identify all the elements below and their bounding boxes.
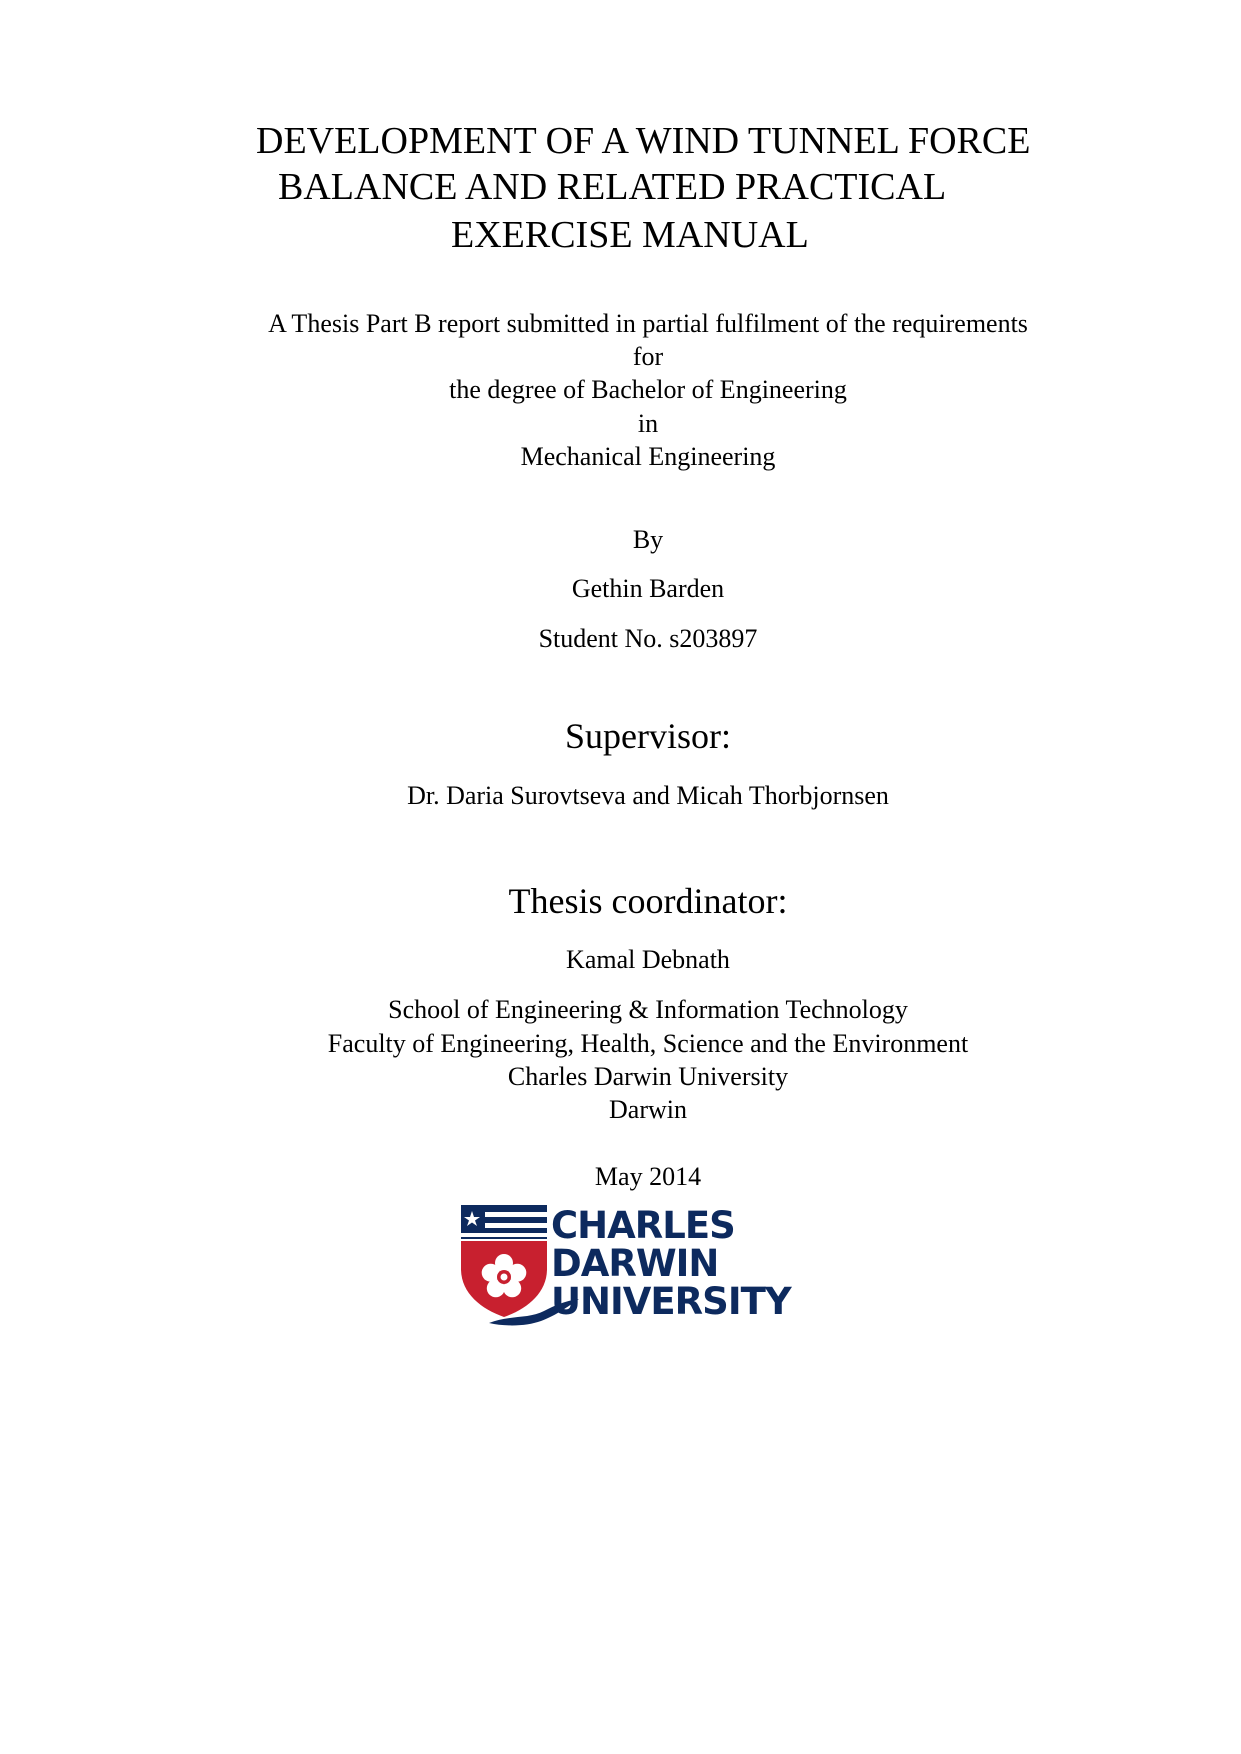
- submission-date: May 2014: [594, 1162, 702, 1191]
- submission-line-5: Mechanical Engineering: [520, 442, 776, 471]
- coordinator-heading: Thesis coordinator:: [508, 881, 788, 921]
- supervisor-heading: Supervisor:: [565, 716, 731, 756]
- student-number: Student No. s203897: [538, 624, 758, 653]
- submission-line-4: in: [637, 409, 659, 438]
- submission-line-3: the degree of Bachelor of Engineering: [449, 375, 847, 404]
- author-name: Gethin Barden: [571, 574, 725, 603]
- logo-text-line-3: UNIVERSITY: [551, 1280, 791, 1323]
- faculty-name: Faculty of Engineering, Health, Science and the Environment: [327, 1029, 969, 1058]
- thesis-title-line-1: DEVELOPMENT OF A WIND TUNNEL FORCE: [256, 120, 1031, 162]
- thesis-title-line-3: EXERCISE MANUAL: [451, 214, 809, 256]
- coordinator-name: Kamal Debnath: [566, 945, 730, 974]
- submission-line-1: A Thesis Part B report submitted in partial fulfilment of the requirements: [268, 309, 1028, 338]
- supervisor-names: Dr. Daria Surovtseva and Micah Thorbjornsen: [407, 781, 889, 810]
- logo-text-line-2: DARWIN: [551, 1242, 719, 1285]
- submission-line-2: for: [632, 342, 664, 371]
- university-name: Charles Darwin University: [507, 1062, 789, 1091]
- logo-text-line-1: CHARLES: [551, 1204, 735, 1247]
- school-name: School of Engineering & Information Technology: [388, 995, 908, 1024]
- city-name: Darwin: [609, 1095, 687, 1124]
- university-logo: [461, 1205, 841, 1325]
- thesis-title-line-2: BALANCE AND RELATED PRACTICAL: [278, 166, 947, 208]
- by-label: By: [632, 525, 664, 554]
